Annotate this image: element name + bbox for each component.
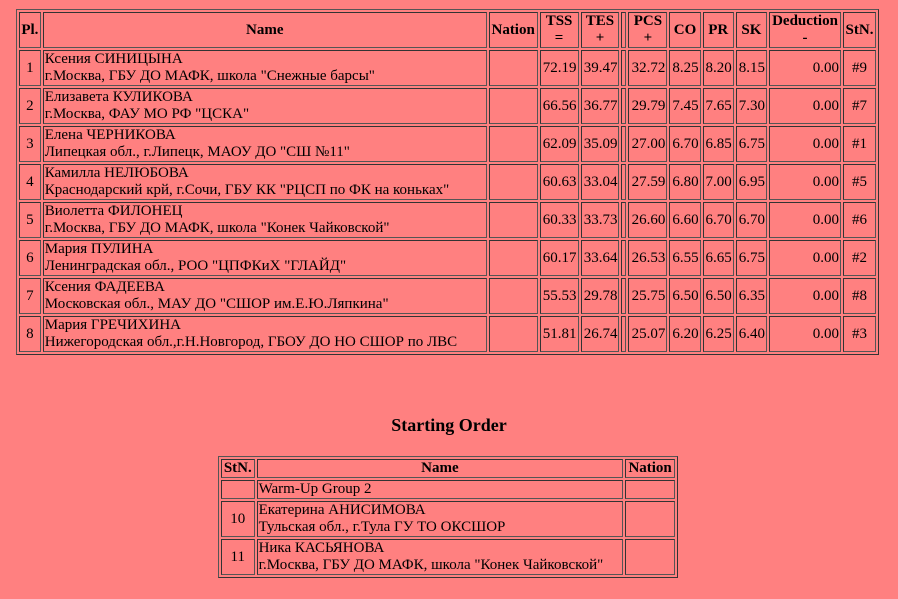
header-tes <box>581 12 620 48</box>
skater-cell <box>257 539 624 575</box>
skater-name: Ксения СИНИЦЫНА <box>44 51 183 67</box>
sk-cell: 6.70 <box>736 202 767 238</box>
header-tss-sign: = <box>554 30 564 46</box>
deduction-cell: 0.00 <box>769 278 841 314</box>
header-deduction <box>769 12 841 48</box>
deduction-cell: 0.00 <box>769 202 841 238</box>
place-cell: 1 <box>19 50 41 86</box>
list-item <box>221 539 675 575</box>
pr-cell: 6.70 <box>703 202 734 238</box>
pr-cell: 6.50 <box>703 278 734 314</box>
header-pcs-sign: + <box>643 30 653 46</box>
gap-cell <box>621 164 626 200</box>
pr-cell: 6.85 <box>703 126 734 162</box>
pr-cell: 8.20 <box>703 50 734 86</box>
sk-cell: 6.75 <box>736 126 767 162</box>
tes-cell: 29.78 <box>581 278 620 314</box>
skater-club: Липецкая обл., г.Липецк, МАОУ ДО "СШ №11" <box>44 144 350 160</box>
sk-cell: 7.30 <box>736 88 767 124</box>
place-cell: 5 <box>19 202 41 238</box>
skater-cell <box>43 202 487 238</box>
skater-name: Виолетта ФИЛОНЕЦ <box>44 203 183 219</box>
skater-cell <box>43 316 487 352</box>
skater-name: Мария ГРЕЧИХИНА <box>44 317 182 333</box>
deduction-cell: 0.00 <box>769 316 841 352</box>
table-row <box>19 316 876 352</box>
nation-cell <box>489 50 538 86</box>
list-item <box>221 501 675 537</box>
header-nation: Nation <box>489 12 538 48</box>
table-row <box>19 88 876 124</box>
table-row <box>19 126 876 162</box>
header-nation: Nation <box>625 459 675 478</box>
stn-cell: #8 <box>843 278 876 314</box>
co-cell: 6.60 <box>669 202 700 238</box>
skater-club: Краснодарский крй, г.Сочи, ГБУ КК "РЦСП по ФК на коньках" <box>44 182 450 198</box>
nation-cell <box>489 278 538 314</box>
pcs-cell: 29.79 <box>628 88 667 124</box>
tes-cell: 36.77 <box>581 88 620 124</box>
deduction-cell: 0.00 <box>769 50 841 86</box>
pcs-cell: 32.72 <box>628 50 667 86</box>
skater-cell <box>43 126 487 162</box>
tes-cell: 26.74 <box>581 316 620 352</box>
header-name: Name <box>43 12 487 48</box>
stn-cell: #7 <box>843 88 876 124</box>
header-gap <box>621 12 626 48</box>
tss-cell: 60.63 <box>540 164 579 200</box>
sk-cell: 6.75 <box>736 240 767 276</box>
skater-cell <box>43 50 487 86</box>
co-cell: 7.45 <box>669 88 700 124</box>
header-tss-label: TSS <box>545 13 573 29</box>
header-deduction-sign: - <box>802 30 808 46</box>
skater-name: Елизавета КУЛИКОВА <box>44 89 193 105</box>
tes-cell: 35.09 <box>581 126 620 162</box>
place-cell: 6 <box>19 240 41 276</box>
skater-name: Мария ПУЛИНА <box>44 241 154 257</box>
table-row <box>19 50 876 86</box>
place-cell: 3 <box>19 126 41 162</box>
pcs-cell: 26.53 <box>628 240 667 276</box>
stn-cell: 11 <box>221 539 255 575</box>
pcs-cell: 27.59 <box>628 164 667 200</box>
skater-club: Нижегородская обл.,г.Н.Новгород, ГБОУ ДО НО СШОР по ЛВС <box>44 334 458 350</box>
header-name: Name <box>257 459 624 478</box>
tss-cell: 66.56 <box>540 88 579 124</box>
co-cell: 6.55 <box>669 240 700 276</box>
skater-club: г.Москва, ГБУ ДО МАФК, школа "Конек Чайковской" <box>258 557 604 573</box>
pcs-cell: 25.75 <box>628 278 667 314</box>
deduction-cell: 0.00 <box>769 88 841 124</box>
skater-club: г.Москва, ГБУ ДО МАФК, школа "Конек Чайковской" <box>44 220 390 236</box>
starting-order-title: Starting Order <box>391 415 507 435</box>
tes-cell: 33.64 <box>581 240 620 276</box>
skater-cell <box>43 164 487 200</box>
stn-cell: #1 <box>843 126 876 162</box>
header-sk: SK <box>736 12 767 48</box>
skater-club: г.Москва, ФАУ МО РФ "ЦСКА" <box>44 106 250 122</box>
pcs-cell: 26.60 <box>628 202 667 238</box>
sk-cell: 6.35 <box>736 278 767 314</box>
sk-cell: 8.15 <box>736 50 767 86</box>
co-cell: 6.80 <box>669 164 700 200</box>
pcs-cell: 25.07 <box>628 316 667 352</box>
gap-cell <box>621 202 626 238</box>
header-pcs <box>628 12 667 48</box>
nation-cell <box>489 202 538 238</box>
gap-cell <box>621 126 626 162</box>
tes-cell: 33.73 <box>581 202 620 238</box>
header-pr: PR <box>703 12 734 48</box>
tes-cell: 33.04 <box>581 164 620 200</box>
place-cell: 4 <box>19 164 41 200</box>
tss-cell: 60.33 <box>540 202 579 238</box>
deduction-cell: 0.00 <box>769 164 841 200</box>
table-row <box>19 240 876 276</box>
table-row <box>19 202 876 238</box>
place-cell: 7 <box>19 278 41 314</box>
header-stn: StN. <box>843 12 876 48</box>
stn-cell: #9 <box>843 50 876 86</box>
skater-name: Елена ЧЕРНИКОВА <box>44 127 176 143</box>
nation-cell <box>489 126 538 162</box>
co-cell: 6.20 <box>669 316 700 352</box>
stn-cell: #2 <box>843 240 876 276</box>
tss-cell: 72.19 <box>540 50 579 86</box>
results-header-row <box>19 12 876 48</box>
header-tes-sign: + <box>595 30 605 46</box>
skater-club: Московская обл., МАУ ДО "СШОР им.Е.Ю.Ляпкина" <box>44 296 389 312</box>
header-stn: StN. <box>221 459 255 478</box>
skater-name: Екатерина АНИСИМОВА <box>258 502 426 518</box>
skater-cell <box>43 240 487 276</box>
deduction-cell: 0.00 <box>769 240 841 276</box>
tes-cell: 39.47 <box>581 50 620 86</box>
results-table <box>16 9 879 355</box>
pr-cell: 7.00 <box>703 164 734 200</box>
nation-cell <box>489 88 538 124</box>
nation-cell <box>489 316 538 352</box>
place-cell: 8 <box>19 316 41 352</box>
skater-name: Камилла НЕЛЮБОВА <box>44 165 189 181</box>
stn-cell: #3 <box>843 316 876 352</box>
warm-up-nation-cell <box>625 480 675 499</box>
table-row <box>19 164 876 200</box>
co-cell: 6.50 <box>669 278 700 314</box>
gap-cell <box>621 240 626 276</box>
gap-cell <box>621 88 626 124</box>
deduction-cell: 0.00 <box>769 126 841 162</box>
sk-cell: 6.40 <box>736 316 767 352</box>
skater-name: Ника КАСЬЯНОВА <box>258 540 385 556</box>
skater-club: Ленинградская обл., РОО "ЦПФКиХ "ГЛАЙД" <box>44 258 347 274</box>
co-cell: 8.25 <box>669 50 700 86</box>
warm-up-group-row <box>221 480 675 499</box>
starting-order-table <box>218 456 678 578</box>
tss-cell: 55.53 <box>540 278 579 314</box>
sk-cell: 6.95 <box>736 164 767 200</box>
stn-cell: #6 <box>843 202 876 238</box>
skater-club: Тульская обл., г.Тула ГУ ТО ОКСШОР <box>258 519 506 535</box>
co-cell: 6.70 <box>669 126 700 162</box>
header-pl: Pl. <box>19 12 41 48</box>
warm-up-empty-cell <box>221 480 255 499</box>
tss-cell: 60.17 <box>540 240 579 276</box>
skater-club: г.Москва, ГБУ ДО МАФК, школа "Снежные барсы" <box>44 68 375 84</box>
header-pcs-label: PCS <box>633 13 663 29</box>
header-co: CO <box>669 12 700 48</box>
header-tss <box>540 12 579 48</box>
skater-cell <box>257 501 624 537</box>
pr-cell: 7.65 <box>703 88 734 124</box>
nation-cell <box>625 539 675 575</box>
header-tes-label: TES <box>585 13 615 29</box>
gap-cell <box>621 316 626 352</box>
stn-cell: 10 <box>221 501 255 537</box>
pr-cell: 6.65 <box>703 240 734 276</box>
nation-cell <box>625 501 675 537</box>
skater-cell <box>43 88 487 124</box>
starting-header-row <box>221 459 675 478</box>
gap-cell <box>621 50 626 86</box>
tss-cell: 62.09 <box>540 126 579 162</box>
stn-cell: #5 <box>843 164 876 200</box>
gap-cell <box>621 278 626 314</box>
nation-cell <box>489 240 538 276</box>
nation-cell <box>489 164 538 200</box>
pr-cell: 6.25 <box>703 316 734 352</box>
skater-cell <box>43 278 487 314</box>
header-deduction-label: Deduction <box>772 13 838 29</box>
place-cell: 2 <box>19 88 41 124</box>
tss-cell: 51.81 <box>540 316 579 352</box>
pcs-cell: 27.00 <box>628 126 667 162</box>
skater-name: Ксения ФАДЕЕВА <box>44 279 165 295</box>
table-row <box>19 278 876 314</box>
warm-up-group-label: Warm-Up Group 2 <box>257 480 624 499</box>
